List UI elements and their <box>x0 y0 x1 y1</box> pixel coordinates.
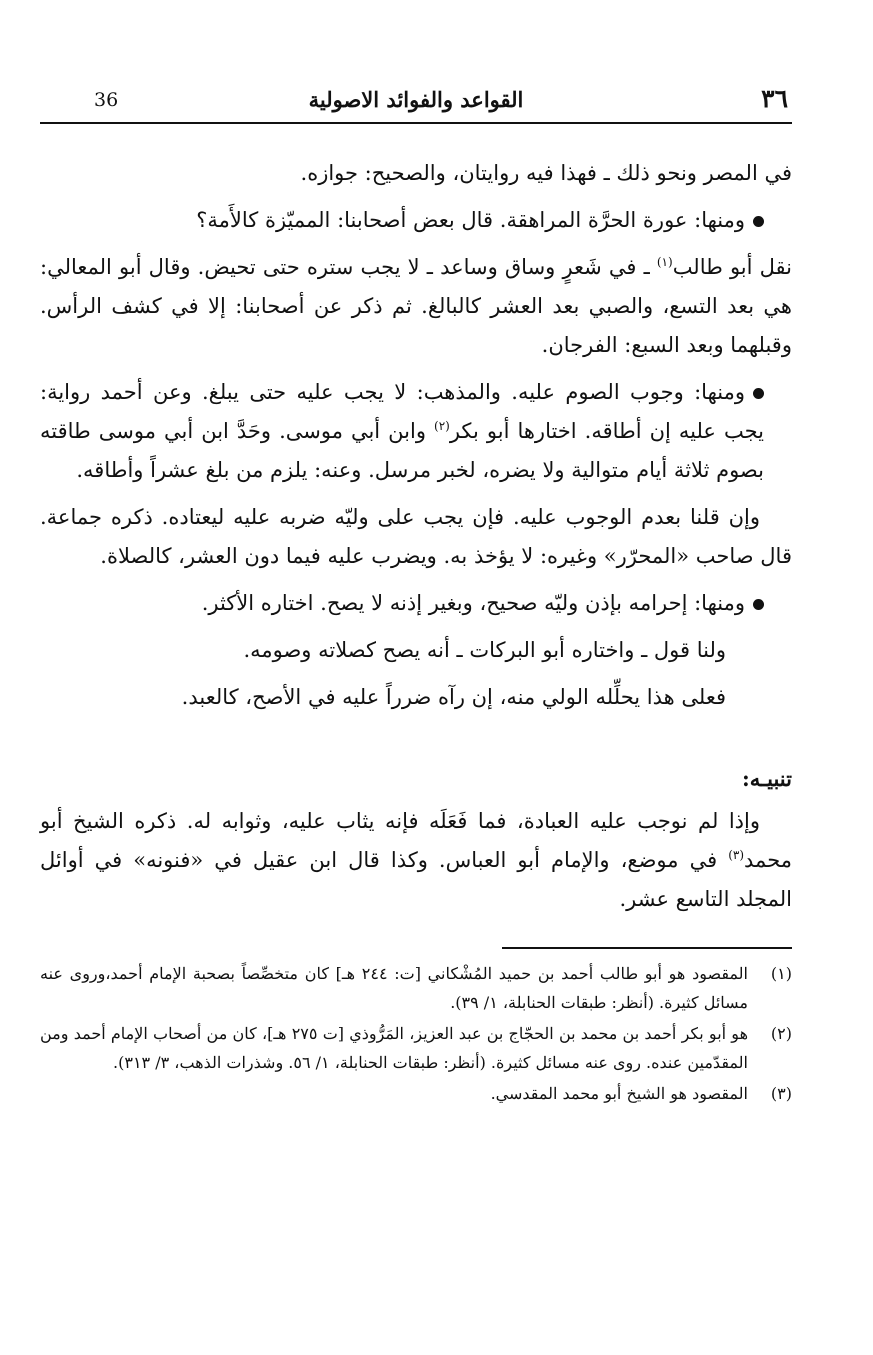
footnote-text: المقصود هو الشيخ أبو محمد المقدسي. <box>490 1084 748 1103</box>
footnote <box>40 1019 792 1077</box>
footnote-number: (٣) <box>770 1084 792 1103</box>
section-heading: تنبيـه: <box>741 766 792 791</box>
footnote-marker[interactable]: (١) <box>656 255 673 269</box>
footnote <box>40 1079 792 1108</box>
paragraph: فعلى هذا يحلِّله الولي منه، إن رآه ضرراً عليه في الأصح، كالعبد. <box>181 685 726 709</box>
page-number-latin: 36 <box>94 89 119 111</box>
footnote-marker[interactable]: (٣) <box>728 848 745 862</box>
main-text <box>40 154 792 919</box>
paragraph: وإذا لم نوجب عليه العبادة، فما فَعَلَه فإنه يثاب عليه، وثوابه له. ذكره الشيخ أبو محمد$^{(٣)}$ في موضع، والإمام أبو العباس. وكذا قال ابن عقيل في «فنونه» في أوائل المجلد التاسع عشر. <box>40 809 792 911</box>
paragraph: نقل أبو طالب$^{(١)}$ ـ في شَعرٍ وساق وساعد ـ لا يجب ستره حتى تحيض. وقال أبو المعالي: هي بعد التسع، والصبي بعد العشر كالبالغ. ثم ذكر عن أصحابنا: إلا في كشف الرأس. وقبلهما وبعد السبع: الفرجان. <box>40 255 792 357</box>
paragraph: في المصر ونحو ذلك ـ فهذا فيه روايتان، والصحيح: جوازه. <box>300 161 792 185</box>
bullet-icon <box>753 388 764 399</box>
footnotes <box>40 959 792 1108</box>
footnote-number: (١) <box>770 964 792 983</box>
running-header <box>40 80 792 124</box>
paragraph: وإن قلنا بعدم الوجوب عليه. فإن يجب على وليّه ضربه عليه ليعتاده. ذكره جماعة. قال صاحب «المحرّر» وغيره: لا يؤخذ به. ويضرب عليه فيما دون العشر، كالصلاة. <box>40 505 792 568</box>
bullet-paragraph: ومنها: وجوب الصوم عليه. والمذهب: لا يجب عليه حتى يبلغ. وعن أحمد رواية: يجب عليه إن أطاقه. اختارها أبو بكر$^{(٢)}$ وابن أبي موسى. وحَدَّ ابن أبي موسى طاقته بصوم ثلاثة أيام متوالية ولا يضره، لخبر مرسل. وعنه: يلزم من بلغ عشراً وأطاقه. <box>40 380 764 482</box>
footnote-number: (٢) <box>770 1024 792 1043</box>
page-number-arabic: ٣٦ <box>761 84 788 113</box>
paragraph: ولنا قول ـ واختاره أبو البركات ـ أنه يصح كصلاته وصومه. <box>243 638 726 662</box>
bullet-icon <box>753 216 764 227</box>
bullet-icon <box>753 599 764 610</box>
footnote-text: المقصود هو أبو طالب أحمد بن حميد المُشْكاني [ت: ٢٤٤ هـ] كان متخصِّصاً بصحبة الإمام أحمد،وروى عنه مسائل كثيرة. (أنظر: طبقات الحنابلة، ١/ ٣٩). <box>40 964 748 1012</box>
footnote-divider <box>502 947 792 949</box>
footnote-marker[interactable]: (٢) <box>434 419 450 433</box>
footnote <box>40 959 792 1017</box>
running-title: القواعد والفوائد الاصولية <box>308 87 524 112</box>
bullet-paragraph: ومنها: عورة الحرَّة المراهقة. قال بعض أصحابنا: المميّزة كالأَمة؟ <box>40 201 792 240</box>
book-page <box>40 80 792 1320</box>
bullet-paragraph: ومنها: إحرامه بإذن وليّه صحيح، وبغير إذنه لا يصح. اختاره الأكثر. <box>40 584 792 623</box>
footnote-text: هو أبو بكر أحمد بن محمد بن الحجّاج بن عبد العزيز، المَرُّوذي [ت ٢٧٥ هـ]، كان من أصحاب الإمام أحمد ومن المقدّمين عنده. روى عنه مسائل كثيرة. (أنظر: طبقات الحنابلة، ١/ ٥٦. وشذرات الذهب، ٣/ ٣١٣). <box>40 1024 749 1072</box>
